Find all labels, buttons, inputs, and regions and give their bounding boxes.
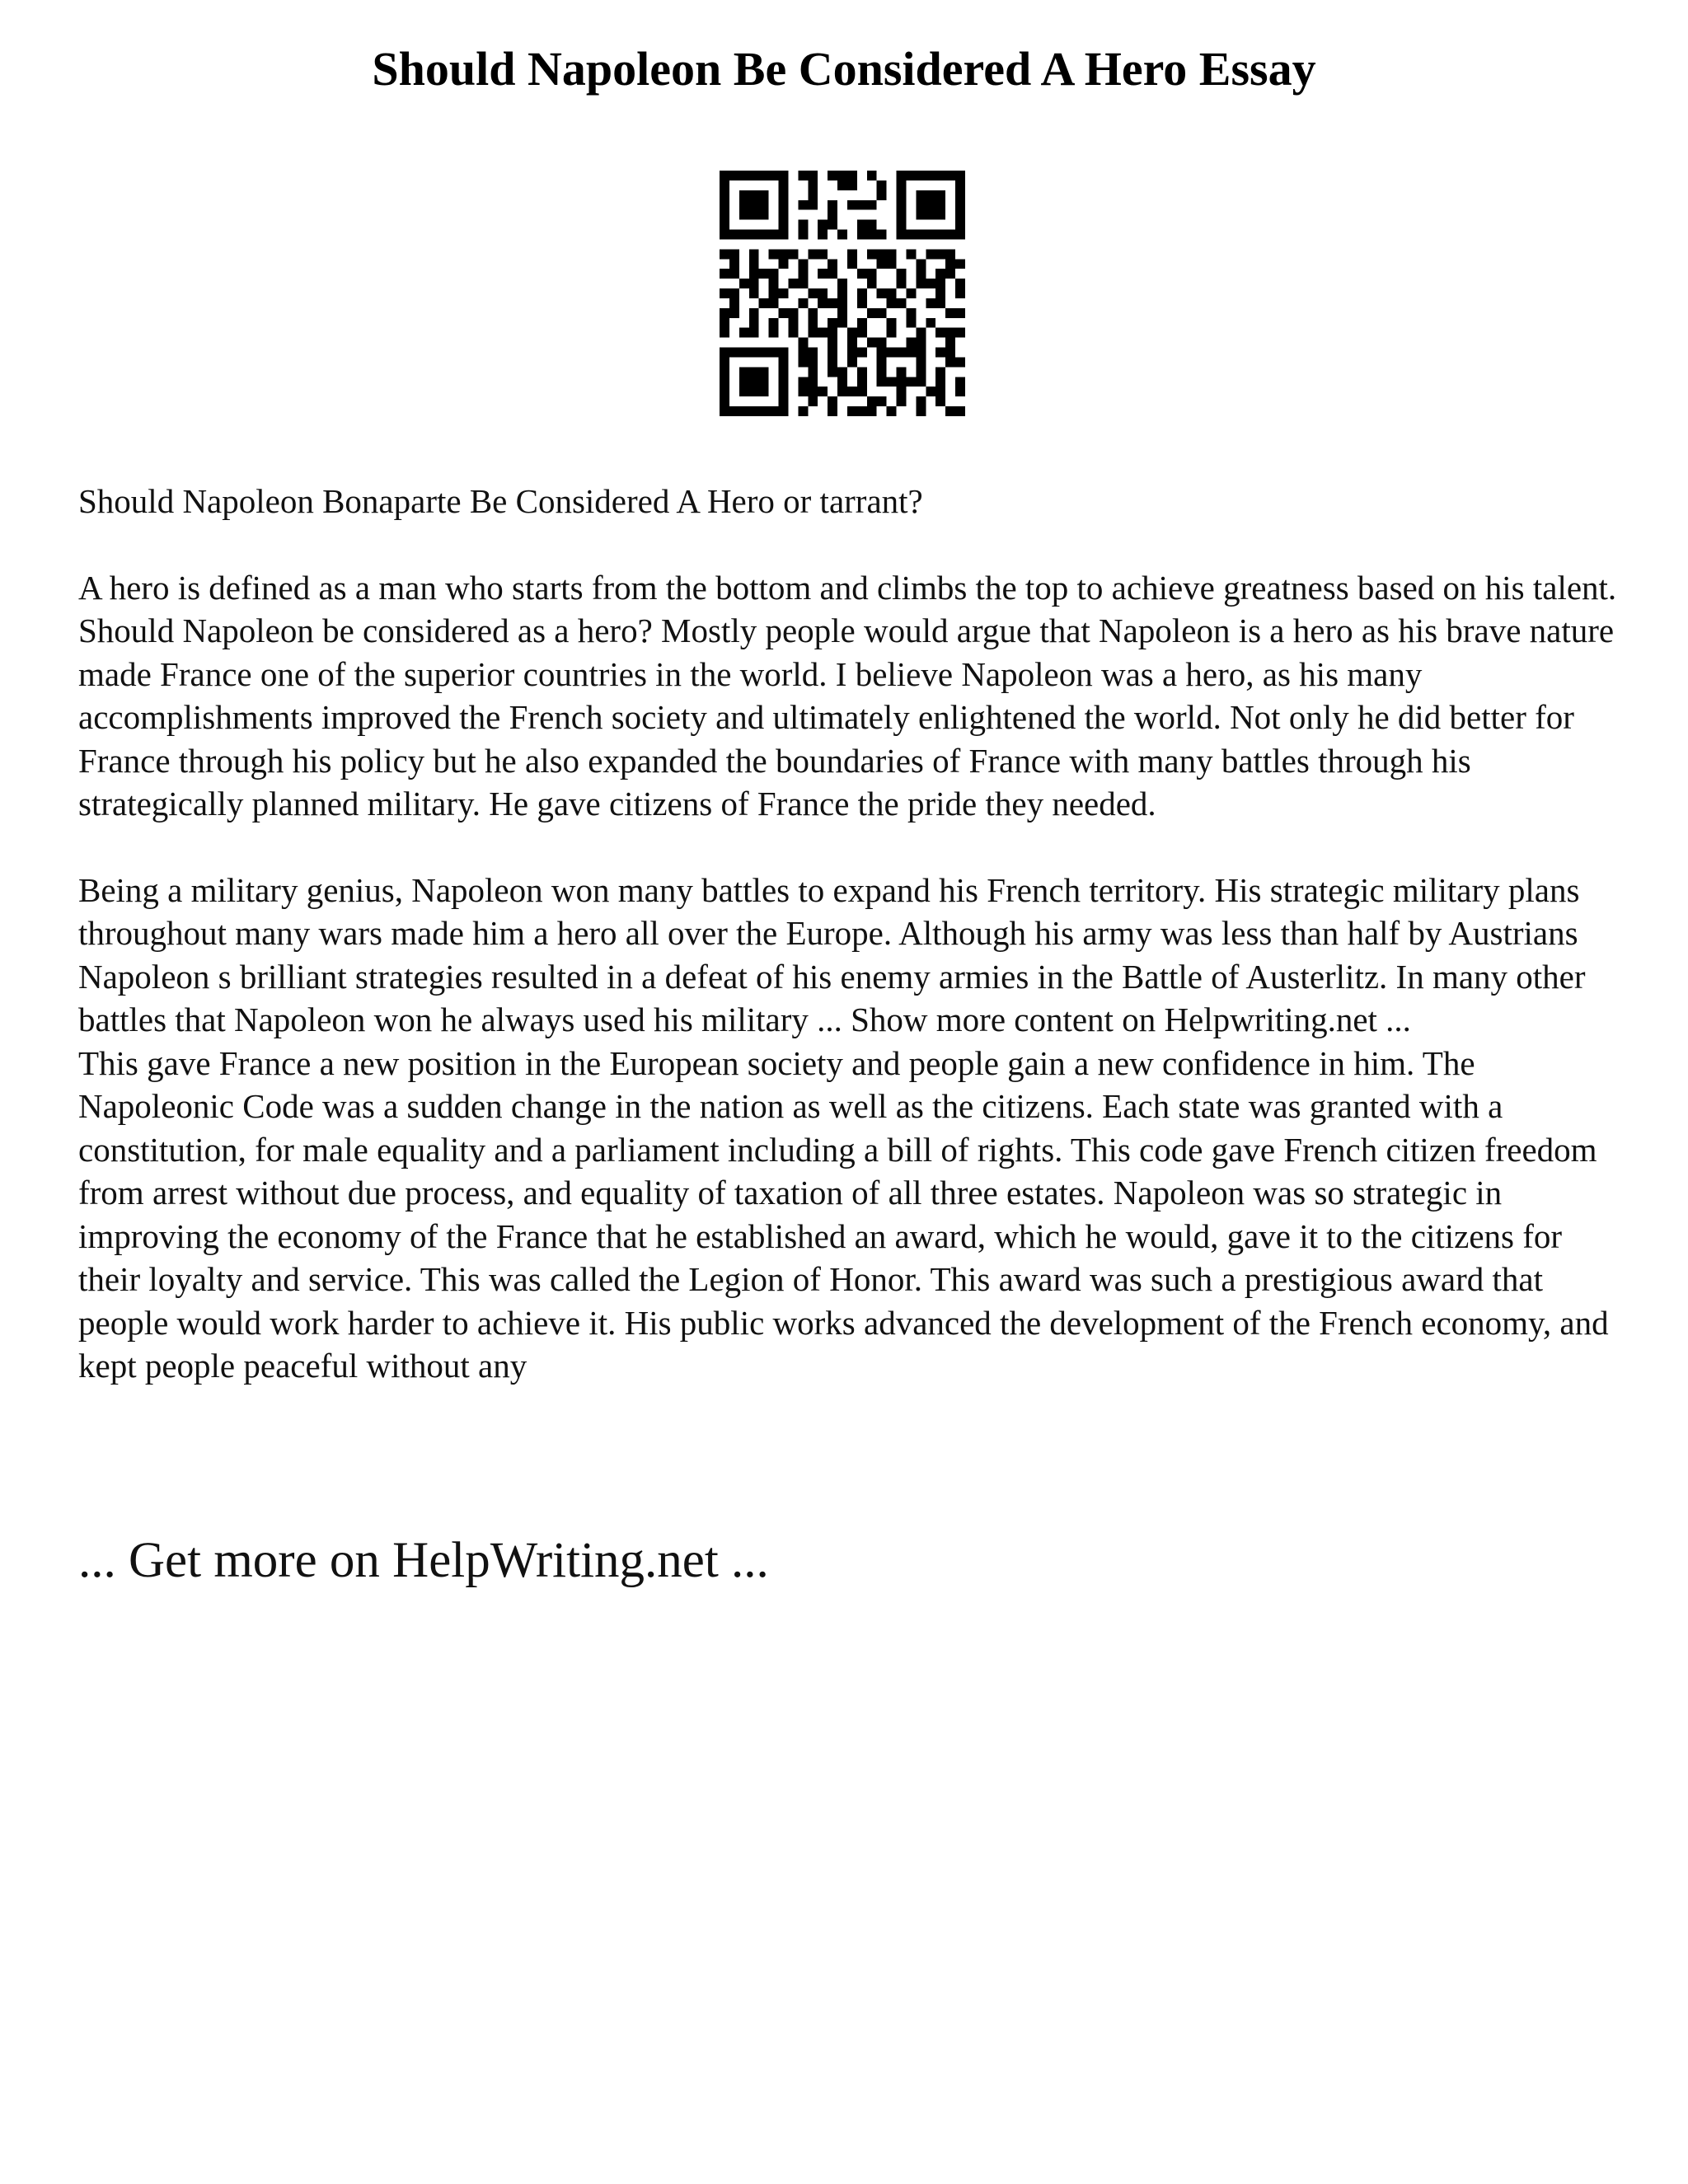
qr-code[interactable] — [720, 171, 965, 416]
essay-paragraph-3: This gave France a new position in the European society and people gain a new confidence in him. The Napoleonic Code was a sudden change in the nation as well as the citizens. Each state was granted with a constitution, for male equality and a parliament including a bill of rights. This code gave French citizen freedom from arrest without due process, and equality of taxation of all three estates. Napoleon was so strategic in improving the economy of the France that he established an award, which he would, gave it to the citizens for their loyalty and service. This was called the Legion of Honor. This award was such a prestigious award that people would work harder to achieve it. His public works advanced the development of the French economy, and kept people peaceful without any — [78, 1043, 1609, 1385]
essay-subtitle: Should Napoleon Bonaparte Be Considered A Hero or tarrant? — [78, 482, 923, 520]
get-more-link[interactable]: ... Get more on HelpWriting.net ... — [78, 1533, 769, 1588]
essay-paragraph-2: Being a military genius, Napoleon won many battles to expand his French territory. His strategic military plans throughout many wars made him a hero all over the Europe. Although his army was less than half by Austrians Napoleon s brilliant strategies resulted in a defeat of his enemy armies in the Battle of Austerlitz. In many other battles that Napoleon won he always used his military ... Show more content on Helpwriting.net ... — [78, 870, 1586, 1038]
essay-body — [78, 480, 1628, 1388]
qr-code-icon — [720, 171, 965, 416]
page-title: Should Napoleon Be Considered A Hero Essay — [372, 42, 1316, 96]
essay-paragraph-1: A hero is defined as a man who starts from the bottom and climbs the top to achieve greatness based on his talent. Should Napoleon be considered as a hero? Mostly people would argue that Napoleon is a hero as his brave nature made France one of the superior countries in the world. I believe Napoleon was a hero, as his many accomplishments improved the French society and ultimately enlightened the world. Not only he did better for France through his policy but he also expanded the boundaries of France with many battles through his strategically planned military. He gave citizens of France the pride they needed. — [78, 568, 1617, 823]
